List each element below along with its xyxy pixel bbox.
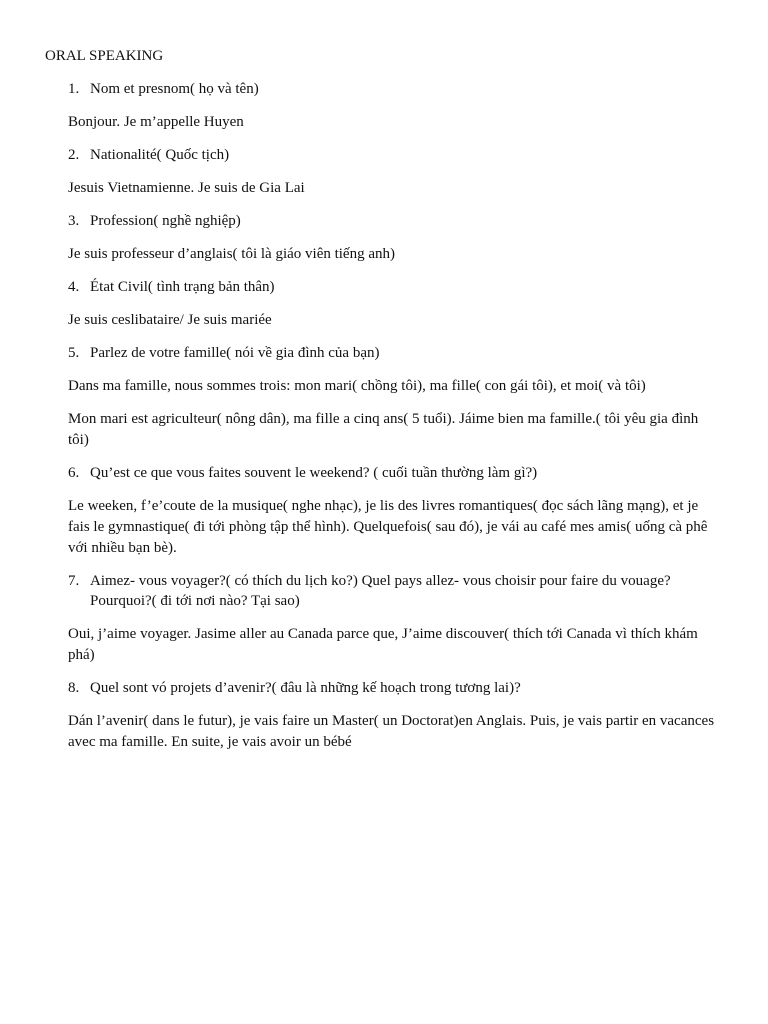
answer-8: Dán l’avenir( dans le futur), je vais faire un Master( un Doctorat)en Anglais. Puis, je vais partir en vacances avec ma famille. En suite, je vais avoir un bébé bbox=[68, 713, 715, 750]
answer-3: Je suis professeur d’anglais( tôi là giáo viên tiếng anh) bbox=[68, 246, 395, 262]
question-number: 4. bbox=[68, 279, 80, 295]
question-number: 6. bbox=[68, 465, 80, 481]
question-number: 1. bbox=[68, 81, 80, 97]
question-number: 8. bbox=[68, 680, 80, 696]
answer-6: Le weeken, f’e’coute de la musique( nghe nhạc), je lis des livres romantiques( đọc sách lãng mạng), et je fais le gymnastique( đi tới phòng tập thể hình). Quelquefois( sau đó), je vái au café mes amis( uống cà phê với nhiều bạn bè). bbox=[68, 498, 708, 556]
question-7 bbox=[68, 571, 720, 611]
question-4 bbox=[68, 277, 720, 297]
question-text: Nom et presnom( họ và tên) bbox=[90, 81, 259, 97]
question-1 bbox=[68, 79, 720, 99]
answer-1: Bonjour. Je m’appelle Huyen bbox=[68, 114, 244, 130]
answer-7: Oui, j’aime voyager. Jasime aller au Canada parce que, J’aime discouver( thích tới Canada vì thích khám phá) bbox=[68, 626, 698, 663]
question-text: État Civil( tình trạng bản thân) bbox=[90, 279, 275, 295]
answer-5a: Dans ma famille, nous sommes trois: mon mari( chồng tôi), ma fille( con gái tôi), et moi( và tôi) bbox=[68, 378, 646, 394]
question-text: Qu’est ce que vous faites souvent le weekend? ( cuối tuần thường làm gì?) bbox=[90, 465, 538, 481]
question-text: Quel sont vó projets d’avenir?( đâu là những kế hoạch trong tương lai)? bbox=[90, 680, 521, 696]
question-number: 5. bbox=[68, 345, 80, 361]
answer-2: Jesuis Vietnamienne. Je suis de Gia Lai bbox=[68, 180, 305, 196]
question-number: 3. bbox=[68, 213, 80, 229]
question-text: Aimez- vous voyager?( có thích du lịch ko?) Quel pays allez- vous choisir pour faire du vouage? Pourquoi?( đi tới nơi nào? Tại sao) bbox=[90, 573, 671, 609]
question-number: 2. bbox=[68, 147, 80, 163]
question-text: Nationalité( Quốc tịch) bbox=[90, 147, 230, 163]
question-text: Parlez de votre famille( nói về gia đình của bạn) bbox=[90, 345, 380, 361]
question-3 bbox=[68, 211, 720, 231]
question-5 bbox=[68, 343, 720, 363]
question-number: 7. bbox=[68, 573, 80, 589]
answer-5b: Mon mari est agriculteur( nông dân), ma fille a cinq ans( 5 tuổi). Jáime bien ma famille.( tôi yêu gia đình tôi) bbox=[68, 411, 699, 448]
question-text: Profession( nghề nghiệp) bbox=[90, 213, 241, 229]
document-title: ORAL SPEAKING bbox=[45, 48, 164, 64]
question-8 bbox=[68, 678, 720, 698]
question-2 bbox=[68, 145, 720, 165]
document-content bbox=[68, 79, 720, 765]
question-6 bbox=[68, 463, 720, 483]
answer-4: Je suis ceslibataire/ Je suis mariée bbox=[68, 312, 272, 328]
